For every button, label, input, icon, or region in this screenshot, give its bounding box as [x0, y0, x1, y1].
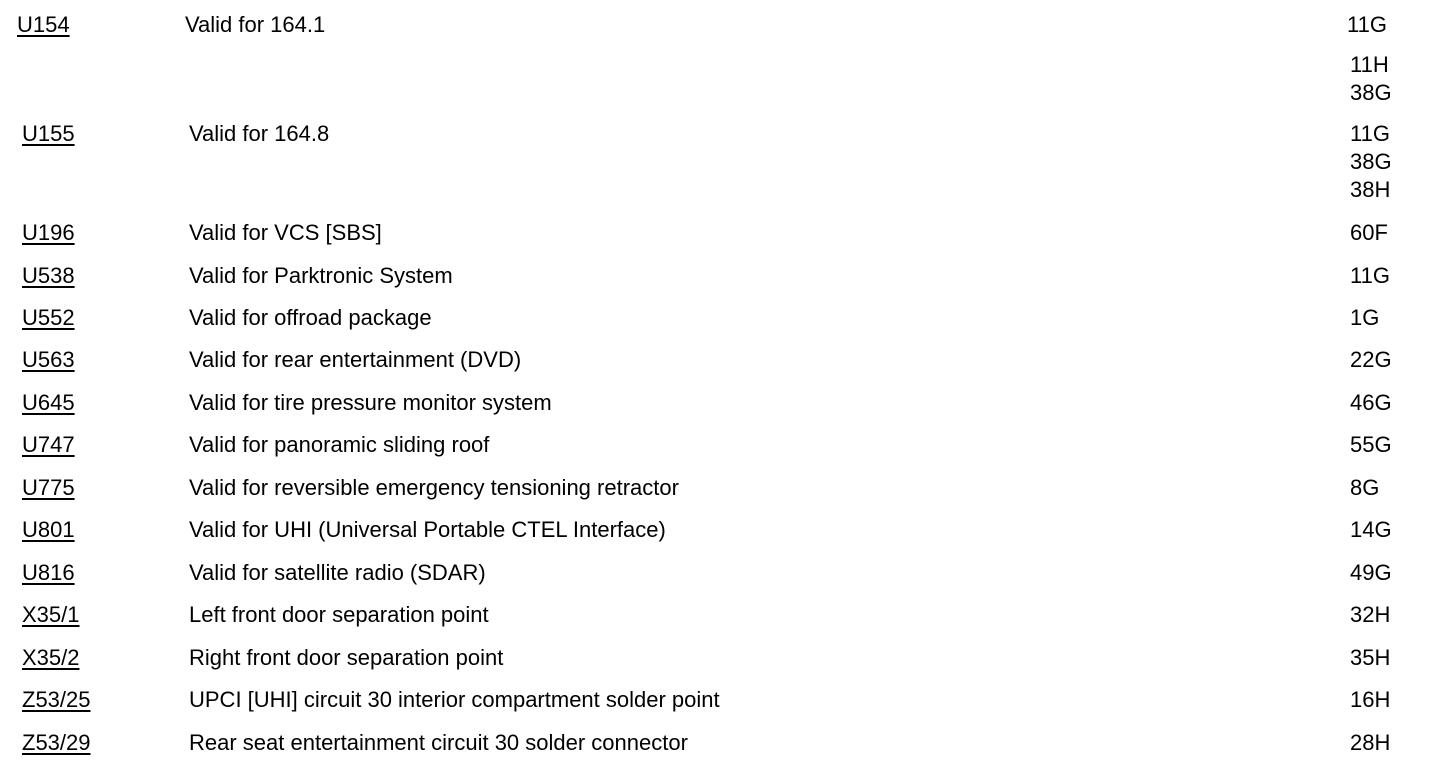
component-code-link[interactable]: U552	[22, 305, 75, 330]
grid-location-list	[1350, 262, 1390, 290]
grid-location: 11G	[1350, 121, 1390, 146]
grid-location-list	[1350, 559, 1392, 587]
component-description: Right front door separation point	[189, 645, 504, 670]
component-code-link[interactable]: U563	[22, 347, 75, 372]
grid-location: 38G	[1350, 149, 1392, 174]
component-description: Rear seat entertainment circuit 30 solder connector	[189, 730, 688, 755]
component-code-link[interactable]: U155	[22, 121, 75, 146]
grid-location: 60F	[1350, 220, 1388, 245]
grid-location-list	[1350, 516, 1392, 544]
grid-location: 38G	[1350, 80, 1392, 105]
component-description: UPCI [UHI] circuit 30 interior compartment solder point	[189, 687, 720, 712]
grid-location: 8G	[1350, 475, 1380, 500]
component-code-link[interactable]: U775	[22, 475, 75, 500]
grid-location-list	[1350, 601, 1390, 629]
component-code-link[interactable]: U538	[22, 263, 75, 288]
grid-location: 1G	[1350, 305, 1380, 330]
grid-location: 11G	[1347, 12, 1387, 37]
grid-location-list	[1350, 120, 1392, 204]
grid-location: 46G	[1350, 390, 1392, 415]
grid-location-list	[1350, 686, 1390, 714]
component-code-link[interactable]: Z53/25	[22, 687, 91, 712]
component-code-link[interactable]: U816	[22, 560, 75, 585]
grid-location: 16H	[1350, 687, 1391, 712]
grid-location: 32H	[1350, 602, 1391, 627]
grid-location: 22G	[1350, 347, 1392, 372]
grid-location-list	[1350, 219, 1388, 247]
grid-location: 11G	[1350, 263, 1390, 288]
component-description: Left front door separation point	[189, 602, 489, 627]
component-code-link[interactable]: U747	[22, 432, 75, 457]
grid-location-list	[1350, 474, 1379, 502]
component-description: Valid for 164.1	[185, 12, 326, 37]
grid-location-list	[1347, 11, 1392, 107]
component-description: Valid for tire pressure monitor system	[189, 390, 552, 415]
component-description: Valid for 164.8	[189, 121, 330, 146]
grid-location-list	[1350, 389, 1392, 417]
component-description: Valid for Parktronic System	[189, 263, 453, 288]
grid-location: 38H	[1350, 177, 1391, 202]
component-description: Valid for panoramic sliding roof	[189, 432, 490, 457]
grid-location-list	[1350, 431, 1392, 459]
component-code-link[interactable]: U645	[22, 390, 75, 415]
component-description: Valid for reversible emergency tensioning retractor	[189, 475, 679, 500]
component-description: Valid for satellite radio (SDAR)	[189, 560, 486, 585]
component-description: Valid for offroad package	[189, 305, 432, 330]
grid-location-list	[1350, 346, 1392, 374]
component-description: Valid for UHI (Universal Portable CTEL Interface)	[189, 517, 666, 542]
grid-location-list	[1350, 304, 1379, 332]
component-code-link[interactable]: X35/2	[22, 645, 80, 670]
component-description: Valid for VCS [SBS]	[189, 220, 382, 245]
grid-location: 28H	[1350, 730, 1391, 755]
grid-location: 35H	[1350, 645, 1391, 670]
grid-location: 14G	[1350, 517, 1392, 542]
component-description: Valid for rear entertainment (DVD)	[189, 347, 522, 372]
grid-location: 49G	[1350, 560, 1392, 585]
component-code-link[interactable]: U196	[22, 220, 75, 245]
grid-location: 55G	[1350, 432, 1392, 457]
grid-location-list	[1350, 729, 1390, 757]
grid-location-list	[1350, 644, 1390, 672]
component-code-link[interactable]: U154	[17, 12, 70, 37]
component-code-link[interactable]: U801	[22, 517, 75, 542]
component-code-link[interactable]: X35/1	[22, 602, 80, 627]
component-code-link[interactable]: Z53/29	[22, 730, 91, 755]
grid-location: 11H	[1350, 52, 1389, 77]
